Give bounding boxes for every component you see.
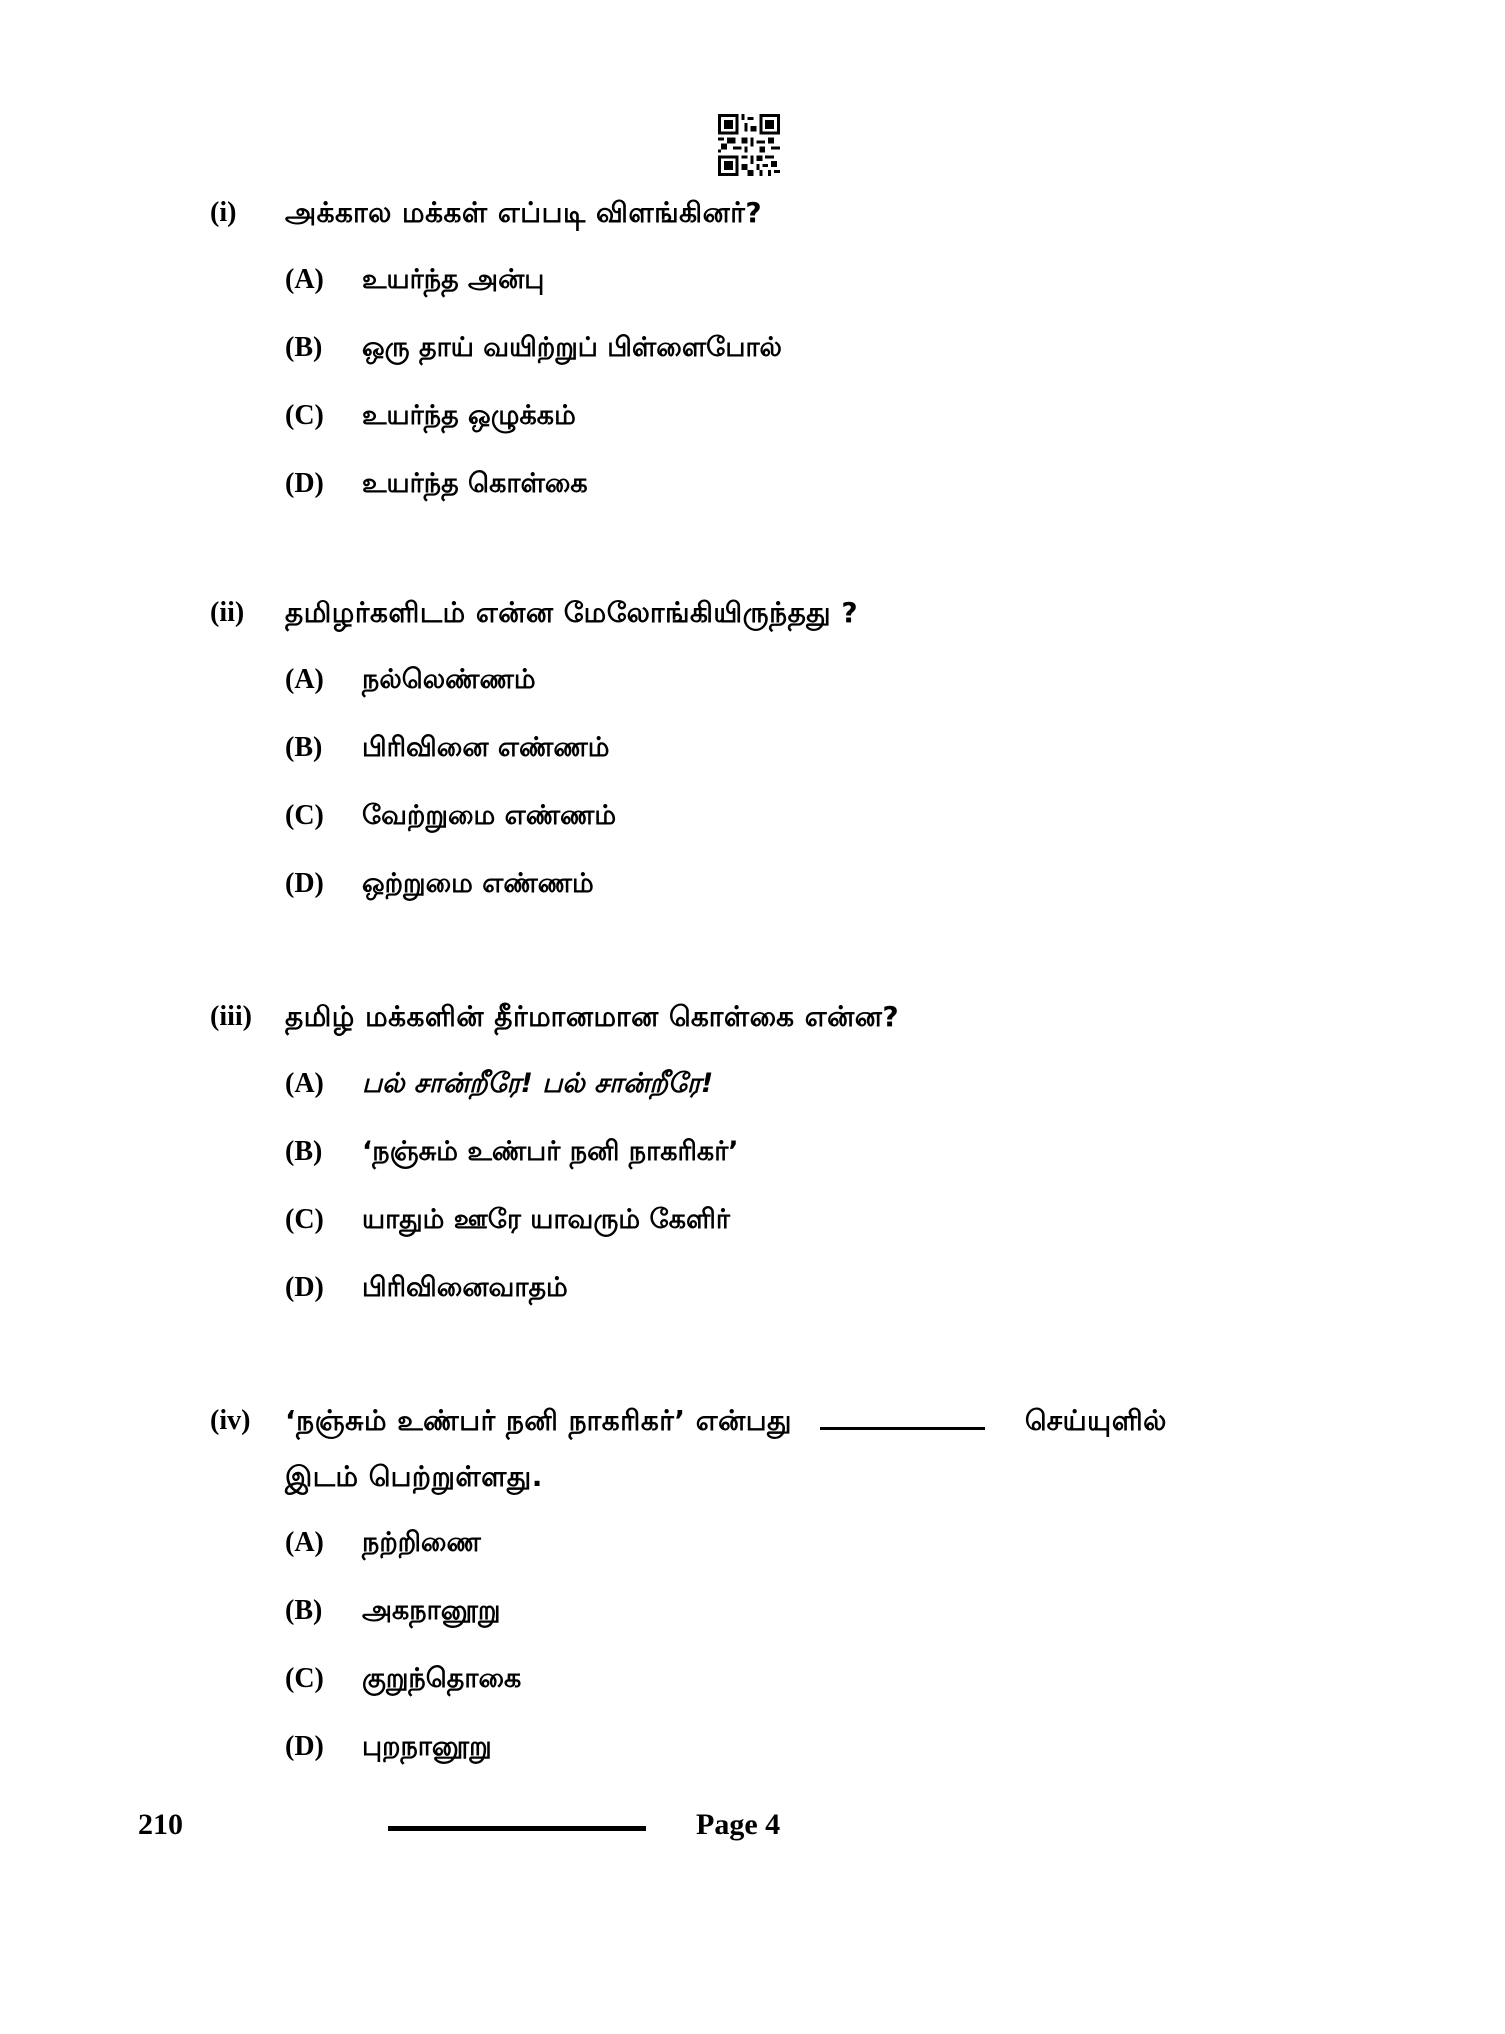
question-text-line2: இடம் பெற்றுள்ளது. <box>285 1460 543 1493</box>
option-text: பல் சான்றீரே! பல் சான்றீரே! <box>362 1068 714 1099</box>
option-text: பிரிவினைவாதம் <box>362 1272 568 1303</box>
option-label: (C) <box>285 1204 324 1235</box>
option-text: யாதும் ஊரே யாவரும் கேளிர் <box>362 1204 730 1235</box>
question-text <box>285 1404 1167 1441</box>
question-text: அக்கால மக்கள் எப்படி விளங்கினர்? <box>285 196 763 229</box>
option-label: (D) <box>285 1272 324 1303</box>
option-label: (C) <box>285 400 324 431</box>
option-label: (A) <box>285 1068 324 1099</box>
question-text: தமிழ் மக்களின் தீர்மானமான கொள்கை என்ன? <box>285 1000 900 1033</box>
option-label: (B) <box>285 1136 323 1167</box>
question-text: தமிழர்களிடம் என்ன மேலோங்கியிருந்தது ? <box>285 596 859 629</box>
page-number: Page 4 <box>696 1808 781 1841</box>
footer-divider <box>388 1826 646 1831</box>
option-text: ‘நஞ்சும் உண்பர் நனி நாகரிகர்’ <box>362 1136 739 1167</box>
option-text: ஒரு தாய் வயிற்றுப் பிள்ளைபோல் <box>362 332 782 363</box>
option-text: குறுந்தொகை <box>362 1663 522 1694</box>
question-number: (i) <box>210 197 237 228</box>
option-label: (A) <box>285 664 324 695</box>
option-label: (D) <box>285 1731 324 1762</box>
question-text-part2: செய்யுளில் <box>1024 1404 1167 1437</box>
paper-code: 210 <box>138 1808 183 1841</box>
option-text: உயர்ந்த ஒழுக்கம் <box>362 400 576 431</box>
option-text: பிரிவினை எண்ணம் <box>362 732 610 763</box>
option-label: (B) <box>285 1595 323 1626</box>
option-text: அகநானூறு <box>362 1595 501 1626</box>
fill-in-blank <box>820 1426 985 1430</box>
option-text: புறநானூறு <box>362 1731 492 1762</box>
question-number: (iii) <box>210 1001 252 1032</box>
option-text: உயர்ந்த அன்பு <box>362 264 545 295</box>
option-text: நற்றிணை <box>362 1527 481 1558</box>
question-number: (iv) <box>210 1405 251 1436</box>
qr-code-icon <box>718 114 780 176</box>
option-label: (B) <box>285 332 323 363</box>
option-label: (B) <box>285 732 323 763</box>
option-label: (D) <box>285 468 324 499</box>
option-label: (C) <box>285 1663 324 1694</box>
option-label: (C) <box>285 800 324 831</box>
option-label: (A) <box>285 264 324 295</box>
question-text-part1: ‘நஞ்சும் உண்பர் நனி நாகரிகர்’ என்பது <box>285 1404 792 1437</box>
option-label: (D) <box>285 868 324 899</box>
option-text: உயர்ந்த கொள்கை <box>362 468 588 499</box>
option-text: வேற்றுமை எண்ணம் <box>362 800 617 831</box>
option-label: (A) <box>285 1527 324 1558</box>
option-text: ஒற்றுமை எண்ணம் <box>362 868 594 899</box>
question-number: (ii) <box>210 597 245 628</box>
option-text: நல்லெண்ணம் <box>362 664 536 695</box>
